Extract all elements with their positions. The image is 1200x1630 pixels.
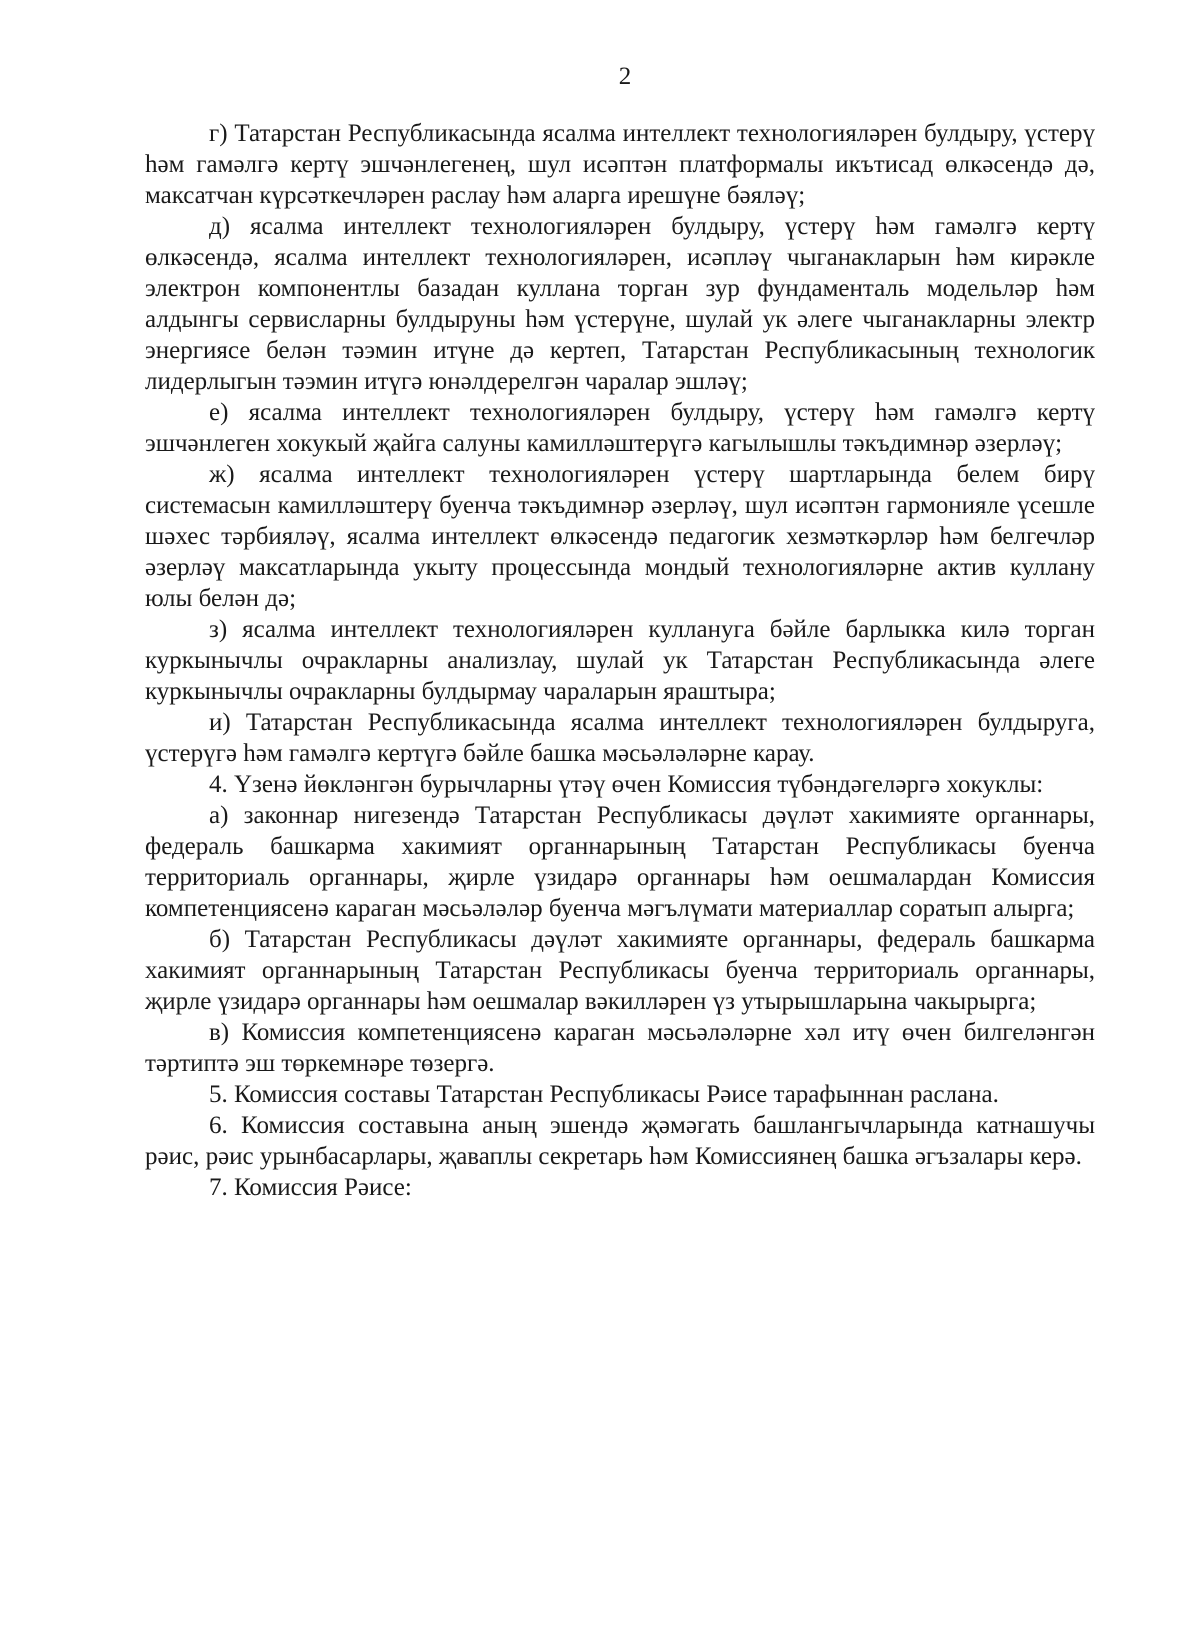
paragraph-5: 5. Комиссия составы Татарстан Республикасы Рәисе тарафыннан раслана. (209, 1081, 999, 1108)
paragraph-g: г) Татарстан Республикасында ясалма интеллект технологияләрен булдыру, үстерү һәм гамәлгә кертү эшчәнлегенең, шул исәптән платформалы икътисад өлкәсендә дә, максатчан күрсәткечләрен раслау һәм аларга ирешүне бәяләү; (145, 120, 1095, 209)
paragraph-7: 7. Комиссия Рәисе: (209, 1174, 412, 1201)
paragraph-b: б) Татарстан Республикасы дәүләт хакимияте органнары, федераль башкарма хакимият органнарының Татарстан Республикасы буенча территориаль органнары, җирле үзидарә органнары һәм оешмалар вәкилләрен үз утырышларына чакырырга; (145, 926, 1095, 1015)
paragraph-zh: ж) ясалма интеллект технологияләрен үстерү шартларында белем бирү системасын камилләштерү буенча тәкъдимнәр әзерләү, шул исәптән гармонияле үсешле шәхес тәрбияләү, ясалма интеллект өлкәсендә педагогик хезмәткәрләр һәм белгечләр әзерләү максатларында укыту процессында мондый технологияләрне актив куллану юлы белән дә; (145, 461, 1095, 612)
page-number: 2 (618, 63, 632, 90)
paragraph-6: 6. Комиссия составына аның эшендә җәмәгать башлангычларында катнашучы рәис, рәис урынбасарлары, җаваплы секретарь һәм Комиссиянең башка әгъзалары керә. (145, 1112, 1095, 1170)
paragraph-e: е) ясалма интеллект технологияләрен булдыру, үстерү һәм гамәлгә кертү эшчәнлеген хокукый җайга салуны камилләштерүгә кагылышлы тәкъдимнәр әзерләү; (145, 399, 1095, 457)
paragraph-z: з) ясалма интеллект технологияләрен куллануга бәйле барлыкка килә торган куркынычлы очракларны анализлау, шулай ук Татарстан Республикасында әлеге куркынычлы очракларны булдырмау чараларын яраштыра; (145, 616, 1095, 705)
paragraph-i: и) Татарстан Республикасында ясалма интеллект технологияләрен булдыруга, үстерүгә һәм гамәлгә кертүгә бәйле башка мәсьәләләрне карау. (145, 709, 1095, 767)
paragraph-4: 4. Үзенә йөкләнгән бурычларны үтәү өчен Комиссия түбәндәгеләргә хокуклы: (209, 771, 1044, 798)
paragraph-v: в) Комиссия компетенциясенә караган мәсьәләләрне хәл итү өчен билгеләнгән тәртиптә эш төркемнәре төзергә. (145, 1019, 1095, 1077)
paragraph-d: д) ясалма интеллект технологияләрен булдыру, үстерү һәм гамәлгә кертү өлкәсендә, ясалма интеллект технологияләрен, исәпләү чыганакларын һәм кирәкле электрон компонентлы базадан куллана торган зур фундаменталь модельләр һәм алдынгы сервисларны булдыруны һәм үстерүне, шулай ук әлеге чыганакларны электр энергиясе белән тәэмин итүне дә кертеп, Татарстан Республикасының технологик лидерлыгын тәэмин итүгә юнәлдерелгән чаралар эшләү; (145, 213, 1095, 395)
document-body (145, 118, 1095, 1203)
paragraph-a: а) законнар нигезендә Татарстан Республикасы дәүләт хакимияте органнары, федераль башкарма хакимият органнарының Татарстан Республикасы буенча территориаль органнары, җирле үзидарә органнары һәм оешмалардан Комиссия компетенциясенә караган мәсьәләләр буенча мәгълүмати материаллар соратып алырга; (145, 802, 1095, 922)
